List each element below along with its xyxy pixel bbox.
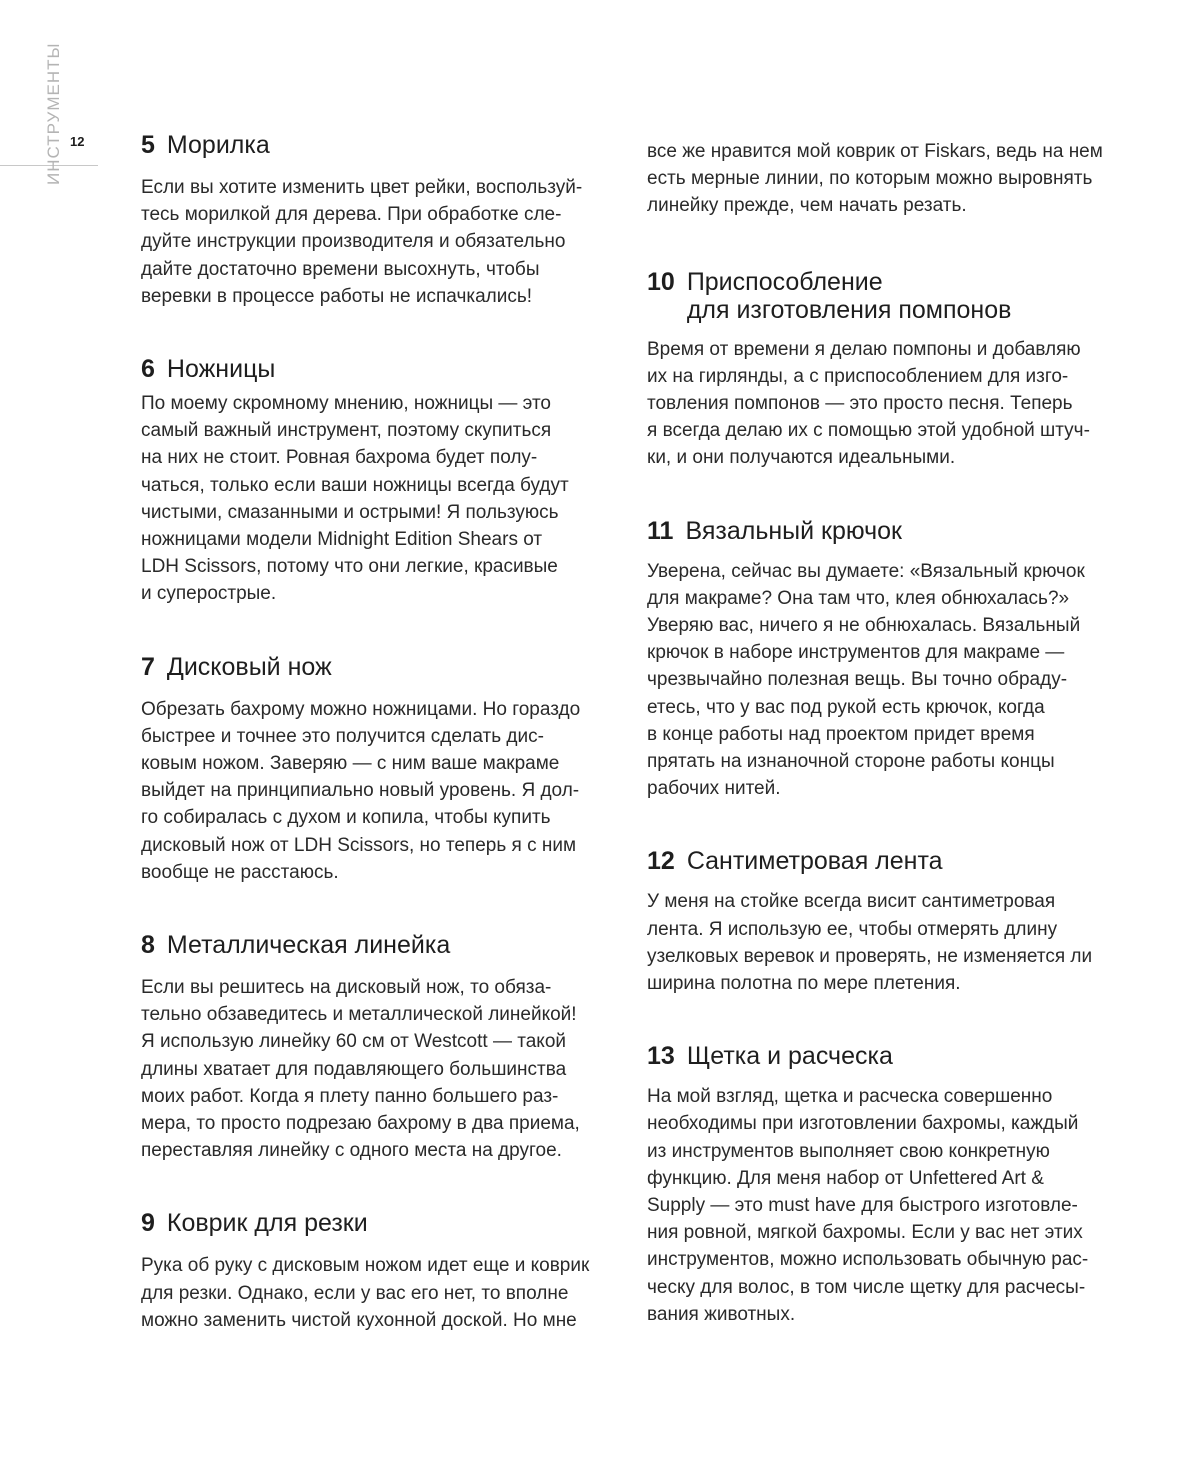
text-line: ковым ножом. Заверяю — с ним ваше макраме bbox=[141, 753, 560, 775]
text-line: На мой взгляд, щетка и расческа совершенно bbox=[647, 1086, 1053, 1108]
section-number: 7 bbox=[141, 652, 155, 681]
text-line: Рука об руку с дисковым ножом идет еще и коврик bbox=[141, 1255, 590, 1277]
section-heading bbox=[141, 130, 616, 160]
right-column bbox=[647, 138, 1122, 1328]
section-title-line-2: для изготовления помпонов bbox=[686, 295, 1012, 324]
section-heading bbox=[141, 1208, 616, 1238]
text-line: есть мерные линии, по которым можно выровнять bbox=[647, 168, 1093, 190]
section-body bbox=[141, 1252, 616, 1334]
text-line: мера, то просто подрезаю бахрому в два приема, bbox=[141, 1113, 580, 1135]
section-heading bbox=[647, 268, 1122, 324]
text-line: переставляя линейку с одного места на другое. bbox=[141, 1140, 562, 1162]
text-line: вообще не расстаюсь. bbox=[141, 861, 339, 883]
text-line: прятать на изнаночной стороне работы концы bbox=[647, 751, 1055, 773]
section-7 bbox=[141, 652, 616, 886]
section-9-continued bbox=[647, 138, 1122, 220]
section-body bbox=[141, 390, 616, 608]
text-line: Если вы хотите изменить цвет рейки, воспользуй- bbox=[141, 177, 583, 198]
section-heading bbox=[141, 930, 616, 960]
section-number: 11 bbox=[647, 516, 674, 545]
section-body bbox=[647, 558, 1122, 803]
section-9 bbox=[141, 1208, 616, 1334]
text-line: ки, и они получаются идеальными. bbox=[647, 447, 956, 469]
left-column bbox=[141, 130, 616, 1334]
text-line: функцию. Для меня набор от Unfettered Art & bbox=[647, 1167, 1044, 1189]
text-line: вания животных. bbox=[647, 1303, 796, 1325]
text-line: Уверяю вас, ничего я не обнюхалась. Вязальный bbox=[647, 615, 1081, 637]
text-line: Я использую линейку 60 см от Westcott — такой bbox=[141, 1031, 567, 1053]
section-heading bbox=[647, 516, 1122, 546]
section-8 bbox=[141, 930, 616, 1164]
text-line: дисковый нож от LDH Scissors, но теперь я с ним bbox=[141, 834, 577, 856]
text-line: Supply — это must have для быстрого изготовле- bbox=[647, 1195, 1078, 1217]
section-13 bbox=[647, 1041, 1122, 1328]
text-line: быстрее и точнее это получится сделать дис- bbox=[141, 725, 544, 747]
text-line: веревки в процессе работы не испачкались! bbox=[141, 285, 533, 307]
text-line: для макраме? Она там что, клея обнюхалась?» bbox=[647, 587, 1070, 609]
text-line: товления помпонов — это просто песня. Теперь bbox=[647, 393, 1073, 415]
text-line: ножницами модели Midnight Edition Shears от bbox=[141, 529, 543, 551]
section-body bbox=[647, 336, 1122, 472]
text-line: их на гирлянды, а с приспособлением для изго- bbox=[647, 365, 1069, 387]
section-number: 12 bbox=[647, 847, 675, 876]
text-line: дуйте инструкции производителя и обязательно bbox=[141, 231, 566, 253]
section-heading bbox=[141, 354, 616, 384]
text-line: LDH Scissors, потому что они легкие, красивые bbox=[141, 556, 558, 578]
section-body bbox=[141, 174, 616, 310]
text-line: длины хватает для подавляющего большинства bbox=[141, 1058, 567, 1080]
text-line: рабочих нитей. bbox=[647, 778, 781, 800]
text-line: тельно обзаведитесь и металлической линейкой! bbox=[141, 1004, 577, 1026]
section-number: 6 bbox=[141, 355, 155, 384]
section-title: Ножницы bbox=[166, 355, 276, 384]
section-number: 13 bbox=[647, 1042, 675, 1071]
text-line: необходимы при изготовлении бахромы, каждый bbox=[647, 1113, 1079, 1135]
section-title: Щетка и расческа bbox=[686, 1042, 893, 1071]
section-11 bbox=[647, 516, 1122, 803]
section-number: 5 bbox=[141, 131, 155, 159]
text-line: для резки. Однако, если у вас его нет, то вполне bbox=[141, 1282, 569, 1304]
text-line: У меня на стойке всегда висит сантиметровая bbox=[647, 891, 1056, 913]
text-line: тесь морилкой для дерева. При обработке сле- bbox=[141, 204, 562, 226]
section-title: Дисковый нож bbox=[166, 652, 332, 681]
section-body bbox=[647, 1083, 1122, 1328]
text-line: го собиралась с духом и копила, чтобы купить bbox=[141, 807, 551, 829]
section-heading bbox=[141, 652, 616, 682]
section-title: Коврик для резки bbox=[166, 1209, 368, 1238]
section-heading bbox=[647, 846, 1122, 876]
text-line: в конце работы над проектом придет время bbox=[647, 723, 1035, 745]
section-6 bbox=[141, 354, 616, 608]
text-line: выйдет на принципиально новый уровень. Я дол- bbox=[141, 780, 580, 802]
side-section-label: ИНСТРУМЕНТЫ bbox=[44, 42, 63, 185]
section-title: Приспособление bbox=[686, 267, 883, 296]
text-line: Время от времени я делаю помпоны и добавляю bbox=[647, 338, 1081, 360]
text-line: все же нравится мой коврик от Fiskars, ведь на нем bbox=[647, 141, 1103, 162]
page-number: 12 bbox=[70, 134, 85, 149]
text-line: Обрезать бахрому можно ножницами. Но гораздо bbox=[141, 698, 581, 720]
text-line: По моему скромному мнению, ножницы — это bbox=[141, 393, 552, 415]
section-10 bbox=[647, 268, 1122, 472]
text-line: и суперострые. bbox=[141, 583, 277, 605]
section-body bbox=[647, 888, 1122, 997]
text-line: линейку прежде, чем начать резать. bbox=[647, 195, 967, 217]
text-line: узелковых веревок и проверять, не изменяется ли bbox=[647, 945, 1093, 967]
text-line: можно заменить чистой кухонной доской. Но мне bbox=[141, 1309, 577, 1331]
text-line: етесь, что у вас под рукой есть крючок, когда bbox=[647, 696, 1045, 718]
section-body bbox=[141, 696, 616, 886]
section-5 bbox=[141, 130, 616, 310]
section-12 bbox=[647, 846, 1122, 997]
text-line: чрезвычайно полезная вещь. Вы точно обраду- bbox=[647, 669, 1068, 691]
section-title: Морилка bbox=[166, 131, 270, 159]
text-line: дайте достаточно времени высохнуть, чтобы bbox=[141, 258, 540, 280]
section-number: 8 bbox=[141, 931, 155, 960]
text-line: ческу для волос, в том числе щетку для расчесы- bbox=[647, 1276, 1086, 1298]
text-line: ния ровной, мягкой бахромы. Если у вас нет этих bbox=[647, 1222, 1083, 1244]
section-title: Металлическая линейка bbox=[166, 931, 451, 960]
text-line: лента. Я использую ее, чтобы отмерять длину bbox=[647, 918, 1058, 940]
section-title: Вязальный крючок bbox=[685, 516, 902, 545]
text-line: на них не стоит. Ровная бахрома будет полу- bbox=[141, 447, 538, 469]
text-line: Если вы решитесь на дисковый нож, то обяза- bbox=[141, 977, 552, 999]
text-line: я всегда делаю их с помощью этой удобной штуч- bbox=[647, 420, 1090, 442]
text-line: чаться, только если ваши ножницы всегда будут bbox=[141, 474, 569, 496]
section-body bbox=[141, 974, 616, 1164]
text-line: чистыми, смазанными и острыми! Я пользуюсь bbox=[141, 501, 559, 523]
section-number: 9 bbox=[141, 1209, 155, 1238]
section-number: 10 bbox=[647, 267, 675, 296]
text-line: крючок в наборе инструментов для макраме — bbox=[647, 642, 1065, 664]
text-line: из инструментов выполняет свою конкретную bbox=[647, 1140, 1050, 1162]
section-body bbox=[647, 138, 1122, 220]
text-line: моих работ. Когда я плету панно большего раз- bbox=[141, 1085, 559, 1107]
section-heading bbox=[647, 1041, 1122, 1071]
text-line: самый важный инструмент, поэтому скупиться bbox=[141, 420, 552, 442]
text-line: ширина полотна по мере плетения. bbox=[647, 973, 961, 995]
section-title: Сантиметровая лента bbox=[686, 847, 943, 876]
text-line: Уверена, сейчас вы думаете: «Вязальный крючок bbox=[647, 560, 1085, 582]
text-line: инструментов, можно использовать обычную рас- bbox=[647, 1249, 1089, 1271]
